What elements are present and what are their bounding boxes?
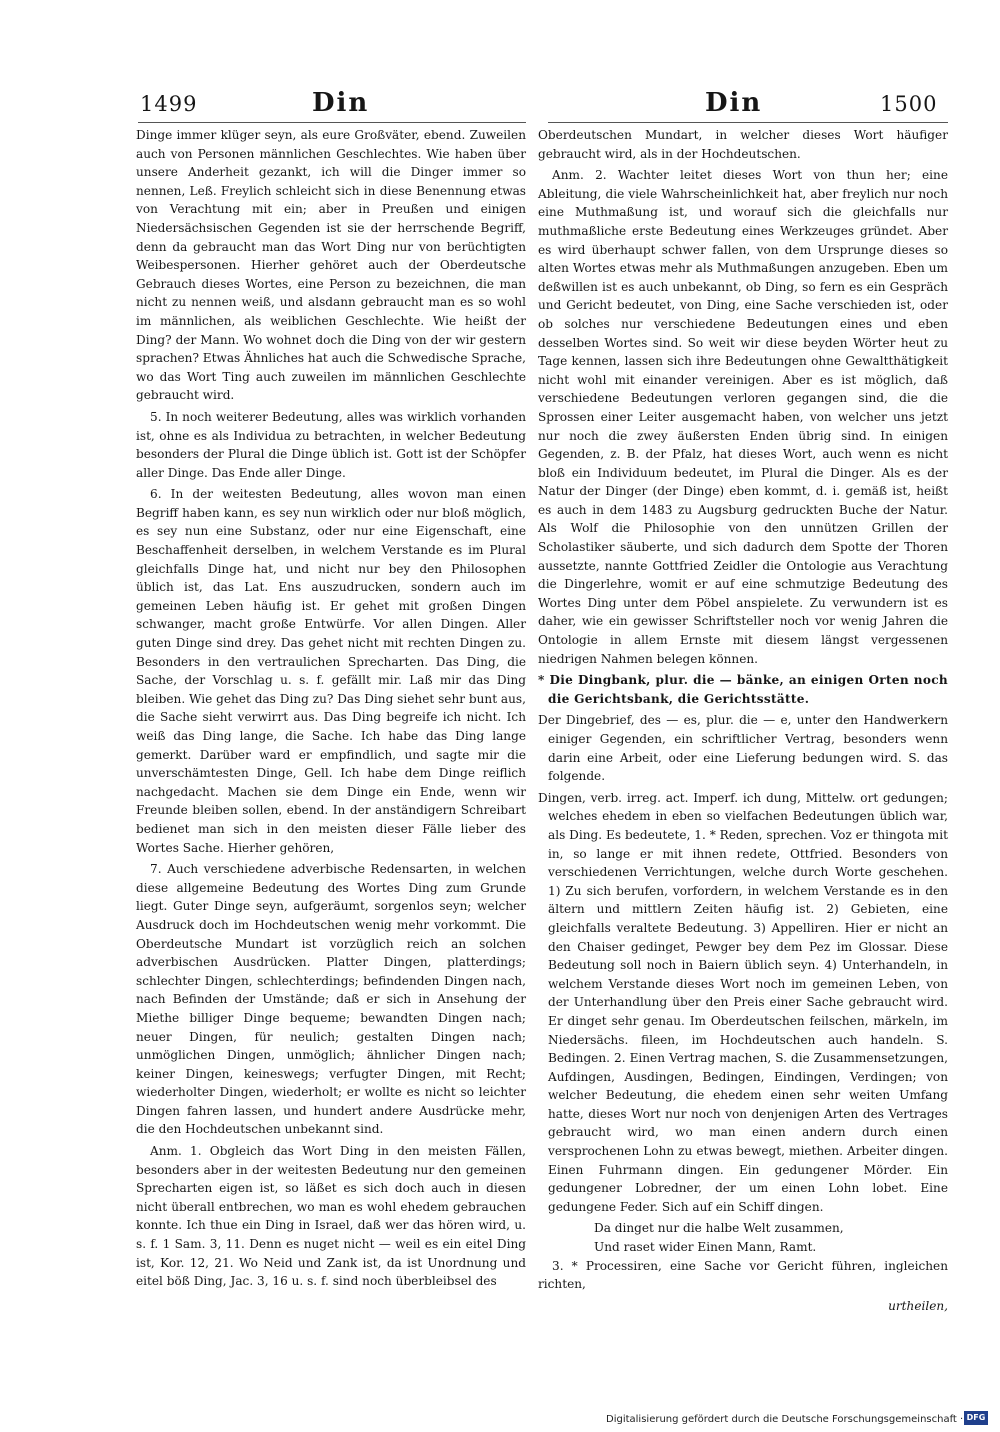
paragraph-anm-1: Anm. 1. Obgleich das Wort Ding in den meisten Fällen, besonders aber in der weitesten Bedeutung nur den gemeinen Sprecharten eigen ist, so läßet es sich doch auch in diesen nicht überall entbrechen, wo man es wohl ehedem gebrauchen konnte. Ich thue ein Ding in Israel, daß wer das hören wird, u. s. f. 1 Sam. 3, 11. Denn es nuget nicht — weil es ein eitel Ding ist, Kor. 12, 21. Wo Neid und Zank ist, da ist Unordnung und eitel böß Ding, Jac. 3, 16 u. s. f. sind noch überbleibsel des xyxy=(136,1144,526,1289)
entry-dingebrief: Der Dingebrief, des — es, plur. die — e, unter den Handwerkern einiger Gegenden, ein schriftlicher Vertrag, besonders wenn darin eine Arbeit, oder eine Lieferung bedungen wird. S. das folgende. xyxy=(538,713,948,784)
dfg-logo: DFG xyxy=(964,1411,988,1425)
digitization-footer: Digitalisierung gefördert durch die Deutsche Forschungsgemeinschaft · xyxy=(606,1414,964,1425)
paragraph-sense-7: 7. Auch verschiedene adverbische Redensarten, in welchen diese allgemeine Bedeutung des Wortes Ding zum Grunde liegt. Guter Dinge seyn, aufgeräumt, sorgenlos seyn; welcher Ausdruck doch im Hochdeutschen wenig mehr vorkommt. Die Oberdeutsche Mundart ist vorzüglich reich an solchen adverbischen Ausdrücken. Platter Dingen, platterdings; schlechter Dingen, schlechterdings; befindenden Dingen nach, nach Befinden der Umstände; daß er sich in Ansehung der Miethe billiger Dinge bequeme; bewandten Dingen nach; neuer Dingen, für neulich; gestalten Dingen nach; unmöglichen Dingen, unmöglich; ähnlicher Dingen nach; keiner Dingen, keineswegs; verfugter Dingen, mit Recht; wiederholter Dingen, wiederholt; er wollte es nicht so leichter Dingen fahren lassen, und hundert andere Ausdrücke mehr, die den Hochdeutschen unbekannt sind. xyxy=(136,862,526,1137)
verse-line-1: Da dinget nur die halbe Welt zusammen, xyxy=(594,1221,844,1236)
paragraph-sense-5: 5. In noch weiterer Bedeutung, alles was wirklich vorhanden ist, ohne es als Individua zu betrachten, in welcher Bedeutung besonders der Plural die Dinge üblich ist. Gott ist der Schöpfer aller Dinge. Das Ende aller Dinge. xyxy=(136,409,526,480)
verse-line-2: Und raset wider Einen Mann, Ramt. xyxy=(594,1240,817,1255)
header-rule-right xyxy=(548,122,948,123)
entry-dingbank: * Die Dingbank, plur. die — bänke, an einigen Orten noch die Gerichtsbank, die Gerichtsstätte. xyxy=(538,673,948,706)
paragraph-sense-6: 6. In der weitesten Bedeutung, alles wovon man einen Begriff haben kann, es sey nun wirklich oder nur bloß möglich, es sey nun eine Substanz, oder nur eine Eigenschaft, eine Beschaffenheit derselben, in welchem Verstande es im Plural gleichfalls Dinge hat, und nicht nur bey den Philosophen üblich ist, das Lat. Ens auszudrucken, sondern auch im gemeinen Leben häufig ist. Er gehet mit großen Dingen schwanger, macht große Entwürfe. Vor allen Dingen. Aller guten Dinge sind drey. Das gehet nicht mit rechten Dingen zu. Besonders in den vertraulichen Sprecharten. Das Ding, die Sache, der Vorschlag u. s. f. gefällt mir. Laß mir das Ding bleiben. Wie gehet das Ding zu? Das Ding siehet sehr bunt aus, die Sache sieht verwirrt aus. Das Ding begreife ich nicht. Ich weiß das Ding lange, die Sache. Ich habe das Ding lange gemerkt. Darüber ward er empfindlich, und sagte mir die unverschämtesten Dinge, Gell. Ich habe dem Dinge reiflich nachgedacht. Machen sie dem Dinge ein Ende, wenn wir Freunde bleiben sollen, ebend. In der anständigern Schreibart bedienet man sich in den meisten dieser Fälle lieber des Wortes Sache. Hierher gehören, xyxy=(136,487,526,855)
paragraph-dinger-persons: Dinge immer klüger seyn, als eure Großväter, ebend. Zuweilen auch von Personen männlichen Geschlechtes. Wie haben über unsere Anderheit gezankt, ich will die Dinger immer so nennen, Leß. Freylich schleicht sich in diese Benennung etwas von Verachtung mit ein; aber in Preußen und einigen Niedersächsischen Gegenden ist sie der herrschende Begriff, denn da gebraucht man das Wort Ding nur von berüchtigten Weibespersonen. Hierher gehöret auch der Oberdeutsche Gebrauch dieses Wortes, eine Person zu bezeichnen, die man nicht zu nennen weiß, und alsdann gebraucht man es so wohl im männlichen, als weiblichen Geschlechte. Wie heißt der Ding? der Mann. Wo wohnet doch die Ding von der wir gestern sprachen? Etwas Ähnliches hat auch die Schwedische Sprache, wo das Wort Ting auch zuweilen im männlichen Geschlechte gebraucht wird. xyxy=(136,128,526,403)
right-page-number: 1500 xyxy=(880,92,938,116)
paragraph-sense-3: 3. * Processiren, eine Sache vor Gericht führen, ingleichen richten, xyxy=(538,1258,948,1292)
paragraph-continuation: Oberdeutschen Mundart, in welcher dieses Wort häufiger gebraucht wird, als in der Hochdeutschen. xyxy=(538,128,948,161)
catchword: urtheilen, xyxy=(888,1298,948,1313)
left-column xyxy=(136,126,526,1289)
right-headword: Din xyxy=(705,88,763,118)
header-rule-left xyxy=(138,122,526,123)
left-page-number: 1499 xyxy=(140,92,198,116)
left-headword: Din xyxy=(312,88,370,118)
entry-dingen: Dingen, verb. irreg. act. Imperf. ich dung, Mittelw. ort gedungen; welches ehedem in eben so vielfachen Bedeutungen üblich war, als Ding. Es bedeutete, 1. * Reden, sprechen. Voz er thingota mit in, so lange er mit ihnen redete, Ottfried. Besonders von verschiedenen Verrichtungen, welche durch Worte geschehen. 1) Zu sich berufen, vorfordern, in welchem Verstande es in den ältern und mittlern Zeiten häufig ist. 2) Gebieten, eine gleichfalls veraltete Bedeutung. 3) Appelliren. Hier er nicht an den Chaiser gedinget, Pewger bey dem Pez im Glossar. Diese Bedeutung soll noch in Baiern üblich seyn. 4) Unterhandeln, in welchem Verstande dieses Wort noch im gemeinen Leben, von der Unterhandlung über den Preis einer Sache gebraucht wird. Er dinget sehr genau. Im Oberdeutschen feilschen, märkeln, im Niedersächs. fileen, im Hochdeutschen auch handeln. S. Bedingen. 2. Einen Vertrag machen, S. die Zusammensetzungen, Aufdingen, Ausdingen, Bedingen, Eindingen, Verdingen; von welcher Bedeutung, die ehedem einen sehr weiten Umfang hatte, dieses Wort nur noch von denjenigen Arten des Vertrages gebraucht wird, wo man einen andern durch einen versprochenen Lohn zu etwas bewegt, miethen. Arbeiter dingen. Einen Fuhrmann dingen. Ein gedungener Mörder. Ein gedungener Lobredner, der um einen Lohn lobet. Eine gedungene Feder. Sich auf ein Schiff dingen. xyxy=(538,790,948,1214)
paragraph-anm-2: Anm. 2. Wachter leitet dieses Wort von thun her; eine Ableitung, die viele Wahrscheinlichkeit hat, aber freylich nur noch eine Muthmaßung ist, und worauf sich die gleichfalls nur muthmaßliche erste Bedeutung eines Werkzeuges gründet. Aber es wird überhaupt schwer fallen, von dem Ursprunge dieses so alten Wortes etwas mehr als Muthmaßungen anzugeben. Eben um deßwillen ist es auch unbekannt, ob Ding, so fern es ein Gespräch und Gericht bedeutet, von Ding, eine Sache verschieden ist, oder ob solches nur verschiedene Bedeutungen eines und eben desselben Wortes sind. So weit wir diese beyden Wörter heut zu Tage kennen, lassen sich ihre Bedeutungen ohne Gewaltthätigkeit nicht wohl mit einander vereinigen. Aber es ist möglich, daß verschiedene Bedeutungen verloren gegangen sind, die die Sprossen einer Leiter ausgemacht haben, von welcher uns jetzt nur noch die zwey äußersten Enden übrig sind. In einigen Gegenden, z. B. der Pfalz, hat dieses Wort, auch wenn es nicht bloß ein Individuum bedeutet, im Plural die Dinger. Als es der Natur der Dinger (der Dinge) eben kommt, d. i. gemäß ist, heißt es auch in dem 1483 zu Augsburg gedruckten Buche der Natur. Als Wolf die Philosophie von den unnützen Grillen der Scholastiker säuberte, und sich dadurch dem Spotte der Thoren aussetzte, nannte Gottfried Zeidler die Ontologie aus Verachtung die Dingerlehre, womit er auf eine schmutzige Bedeutung des Wortes Ding unter dem Pöbel anspielete. Zu verwundern ist es daher, wie ein gewisser Schriftsteller noch vor wenig Jahren die Ontologie in allem Ernste mit diesem längst vergessenen niedrigen Nahmen belegen können. xyxy=(538,168,948,666)
right-column xyxy=(538,126,948,1313)
